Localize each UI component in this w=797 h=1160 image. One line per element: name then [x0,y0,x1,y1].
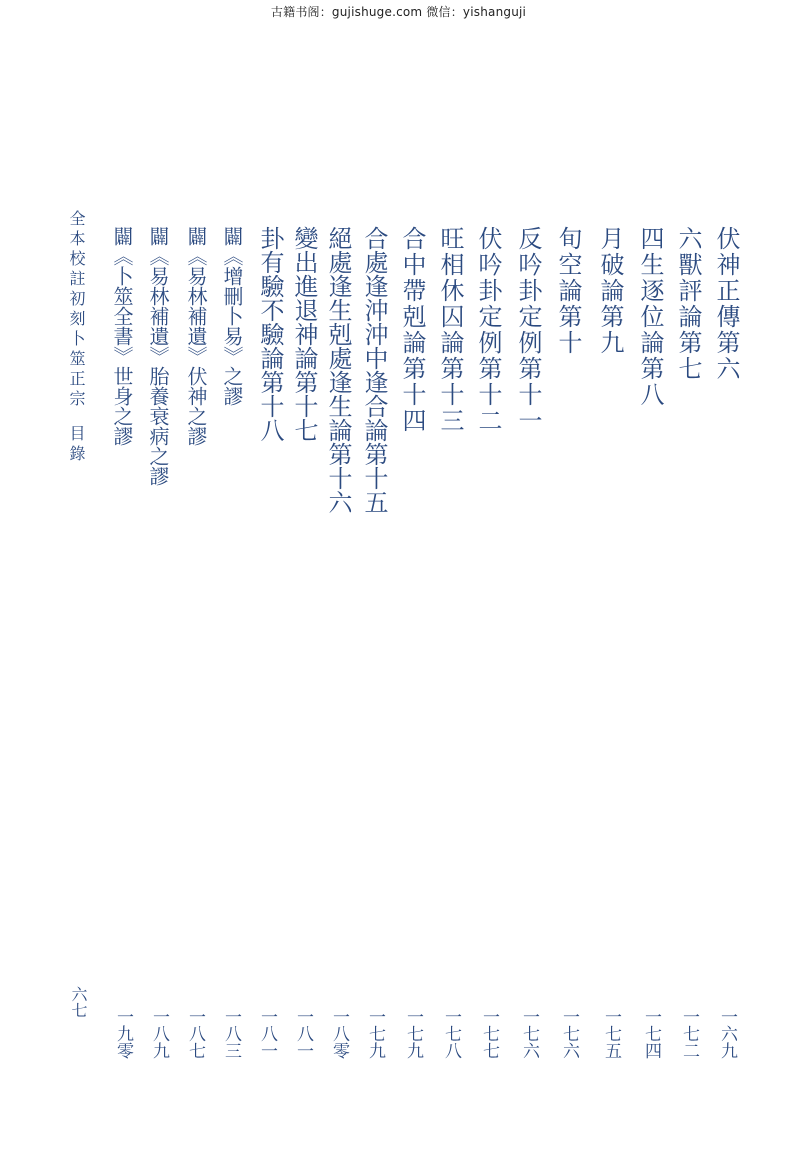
page-folio: 六七 [69,986,88,1018]
toc-entry-title: 闢《卜筮全書》世身之謬 [110,226,134,446]
toc-entry-title: 旺相休囚論第十三 [436,226,464,434]
toc-entry-page: 一八零 [329,1008,349,1059]
toc-entry-page: 一七九 [403,1008,423,1059]
toc-entry-page: 一七六 [519,1008,539,1059]
book-title: 全本校註初刻卜筮正宗 [67,210,86,410]
toc-entry-title: 闢《易林補遺》伏神之謬 [184,226,208,446]
toc-entry-title: 闢《易林補遺》胎養衰病之謬 [146,226,170,486]
toc-entry-title: 反吟卦定例第十一 [514,226,542,434]
toc-entry-page: 一八三 [221,1008,241,1059]
toc-entry-title: 伏吟卦定例第十二 [474,226,502,434]
toc-entry-page: 一八九 [149,1008,169,1059]
toc-entry-page: 一七五 [601,1008,621,1059]
toc-entry-page: 一八一 [293,1008,313,1059]
toc-entry-title: 六獸評論第七 [674,226,702,382]
toc-entry-title: 伏神正傳第六 [712,226,740,382]
toc-entry-page: 一七六 [559,1008,579,1059]
toc-entry-title: 合中帶剋論第十四 [398,226,426,434]
toc-entry-title: 月破論第九 [596,226,624,356]
toc-entry-title: 卦有驗不驗論第十八 [256,226,284,442]
toc-entry-title: 合處逢沖沖中逢合論第十五 [360,226,388,514]
toc-entry-title: 四生逐位論第八 [636,226,664,408]
section-label: 目錄 [67,425,86,465]
toc-entry-page: 一八一 [257,1008,277,1059]
toc-entry-page: 一七二 [679,1008,699,1059]
toc-entry-page: 一七九 [365,1008,385,1059]
toc-entry-page: 一九零 [113,1008,133,1059]
toc-entry-title: 變出進退神論第十七 [290,226,318,442]
toc-entry-page: 一七四 [641,1008,661,1059]
toc-entry-page: 一六九 [717,1008,737,1059]
watermark: 古籍书阁：gujishuge.com 微信：yishanguji [270,5,527,19]
toc-entry-title: 絕處逢生剋處逢生論第十六 [324,226,352,514]
toc-entry-title: 旬空論第十 [554,226,582,356]
toc-entry-page: 一七八 [441,1008,461,1059]
toc-entry-title: 闢《增刪卜易》之謬 [220,226,244,406]
toc-entry-page: 一七七 [479,1008,499,1059]
toc-entry-page: 一八七 [185,1008,205,1059]
